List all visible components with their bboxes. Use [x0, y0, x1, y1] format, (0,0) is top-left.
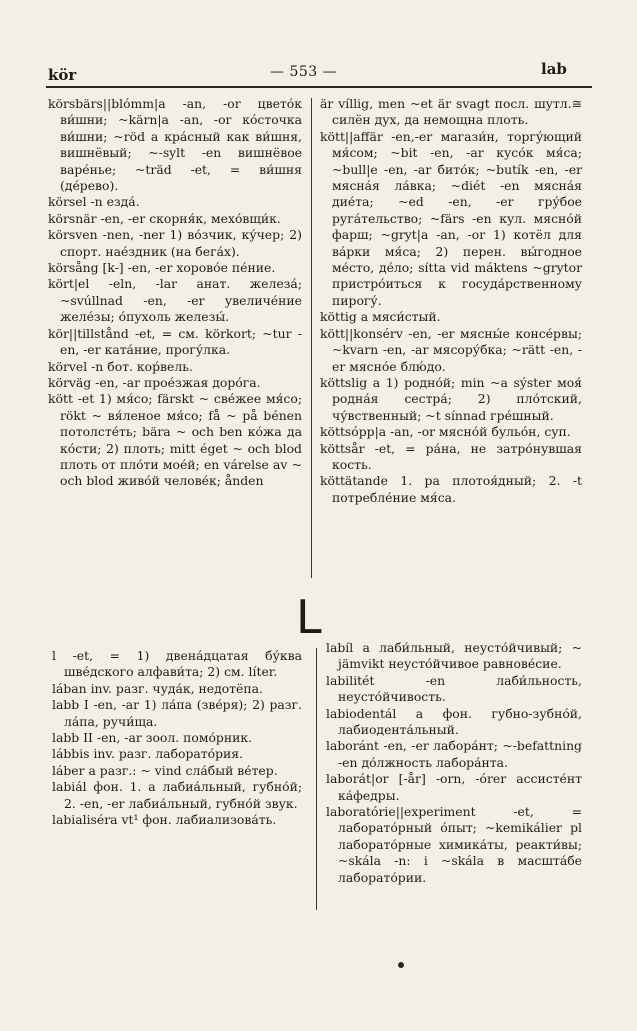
entry: láber a разг.: ~ vind сла́бый ве́тер. [52, 762, 278, 778]
entry: l -et, = 1) двена́дцатая бу́ква шве́дского алфави́та; 2) см. líter. [52, 648, 302, 680]
entry: körväg -en, -ar прое́зжая доро́га. [48, 374, 261, 390]
entry: labb II -en, -ar зоол. помо́рник. [52, 730, 253, 746]
section-letter: L [296, 590, 322, 644]
entry: köttsópp|a -an, -or мясно́й бульо́н, суп. [320, 424, 571, 440]
ink-dot [398, 962, 404, 968]
entry: köttätande 1. pa плотоя́дный; 2. -t потребле́ние мя́са. [320, 473, 582, 505]
header-rule [46, 86, 592, 88]
entry: labialiséra vt¹ фон. лабиализова́ть. [52, 812, 277, 828]
column-bottom-right [326, 640, 582, 886]
page-number: — 553 — [270, 64, 338, 80]
entry: körsel -n езда́. [48, 194, 140, 210]
entry: labb I -en, -ar 1) ла́па (зве́ря); 2) разг. ла́па, ручи́ща. [52, 697, 302, 729]
entry: körsven -nen, -ner 1) во́зчик, ку́чер; 2) спорт. нае́здник (на бега́х). [48, 227, 302, 259]
entry: lábbis inv. разг. лаборато́рия. [52, 746, 244, 762]
entry: kött||affär -en,-er магази́н, торгу́ющий мя́сом; ~bit -en, -ar кусо́к мя́са; ~bull|e -en, -ar бито́к; ~butík -en, -er мясна́я ла́вка; ~diét -en мясна́я дие́та; ~ed -en, -er гру́бое руга́тельство; ~färs -en кул. мясно́й фарш; ~gryt|a -an, -or 1) котёл для ва́рки мя́са; 2) перен. вы́годное ме́сто, де́ло; sítta vid máktens ~grytor пристро́иться к госуда́рственному пирогу́. [320, 128, 582, 308]
entry: köttsår -et, = ра́на, не затро́нувшая кость. [320, 440, 582, 472]
entry: laborát|or [-år] -orn, -órer ассисте́нт ка́федры. [326, 771, 582, 803]
column-divider [311, 98, 312, 578]
entry: kört|el -eln, -lar анат. железа́; ~svúllnad -en, -er увеличе́ние желе́зы; о́пухоль железы́. [48, 276, 302, 325]
column-divider [316, 648, 317, 910]
entry: körsnär -en, -er скорня́к, мехо́вщи́к. [48, 210, 281, 226]
entry: är víllig, men ~et är svagt посл. шутл.≅ силён дух, да немощна плоть. [320, 96, 582, 128]
entry: laboratórie||experiment -et, = лаборато́рный о́пыт; ~kemikálier pl лаборато́рные химика́ты, реакти́вы; ~skála -n: i ~skála в масшта́бе лаборато́рии. [326, 804, 582, 885]
column-top-right [320, 96, 582, 506]
column-bottom-left [52, 648, 302, 828]
entry: kör||tillstånd -et, = см. körkort; ~tur -en, -er ката́ние, прогу́лка. [48, 325, 302, 358]
entry: kött -et 1) мя́со; färskt ~ све́жее мя́со; rökt ~ вя́леное мя́со; få ~ på bénen потолсте́ть; bära ~ och ben ко́жа да ко́сти; 2) плоть; mitt éget ~ och blod плоть от пло́ти мое́й; en várelse av ~ och blod живо́й челове́к; ånden [48, 391, 302, 489]
entry: laboránt -en, -er лабора́нт; ~-befattning -en до́лжность лабора́нта. [326, 738, 582, 770]
entry: labilitét -en лаби́льность, неусто́йчивость. [326, 672, 582, 705]
guide-word-right: lab [541, 60, 567, 78]
entry: körsbärs||blómm|a -an, -or цвето́к ви́шни; ~kärn|a -an, -or ко́сточка ви́шни; ~röd a кра́сный как ви́шня, вишнёвый; ~-sylt -en вишнёвое варе́нье; ~träd -et, = ви́шня (де́рево). [48, 96, 302, 194]
entry: labiál фон. 1. a лабиа́льный, губно́й; 2. -en, -er лабиа́льный, губно́й звук. [52, 779, 302, 811]
column-top-left [48, 96, 302, 490]
entry: labíl a лаби́льный, неусто́йчивый; ~ jämvikt неусто́йчивое равнове́сие. [326, 640, 582, 672]
entry: lában inv. разг. чуда́к, недотёпа. [52, 680, 263, 696]
guide-word-left: kör [48, 66, 77, 84]
entry: körvel -n бот. кор́вель. [48, 358, 193, 374]
entry: köttig a мяси́стый. [320, 309, 441, 325]
entry: labiodentál a фон. губно-зубно́й, лабиодента́льный. [326, 705, 582, 738]
entry: kött||konsérv -en, -er мясны́е консе́рвы; ~kvarn -en, -ar мясору́бка; ~rätt -en, -er мясно́е блю́до. [320, 325, 582, 374]
entry: körsång [k-] -en, -er хорово́е пе́ние. [48, 260, 276, 276]
entry: köttslig a 1) родно́й; min ~a sýster моя́ родна́я сестра́; 2) пло́тский, чу́вственный; ~t sínnad гре́шный. [320, 374, 582, 423]
